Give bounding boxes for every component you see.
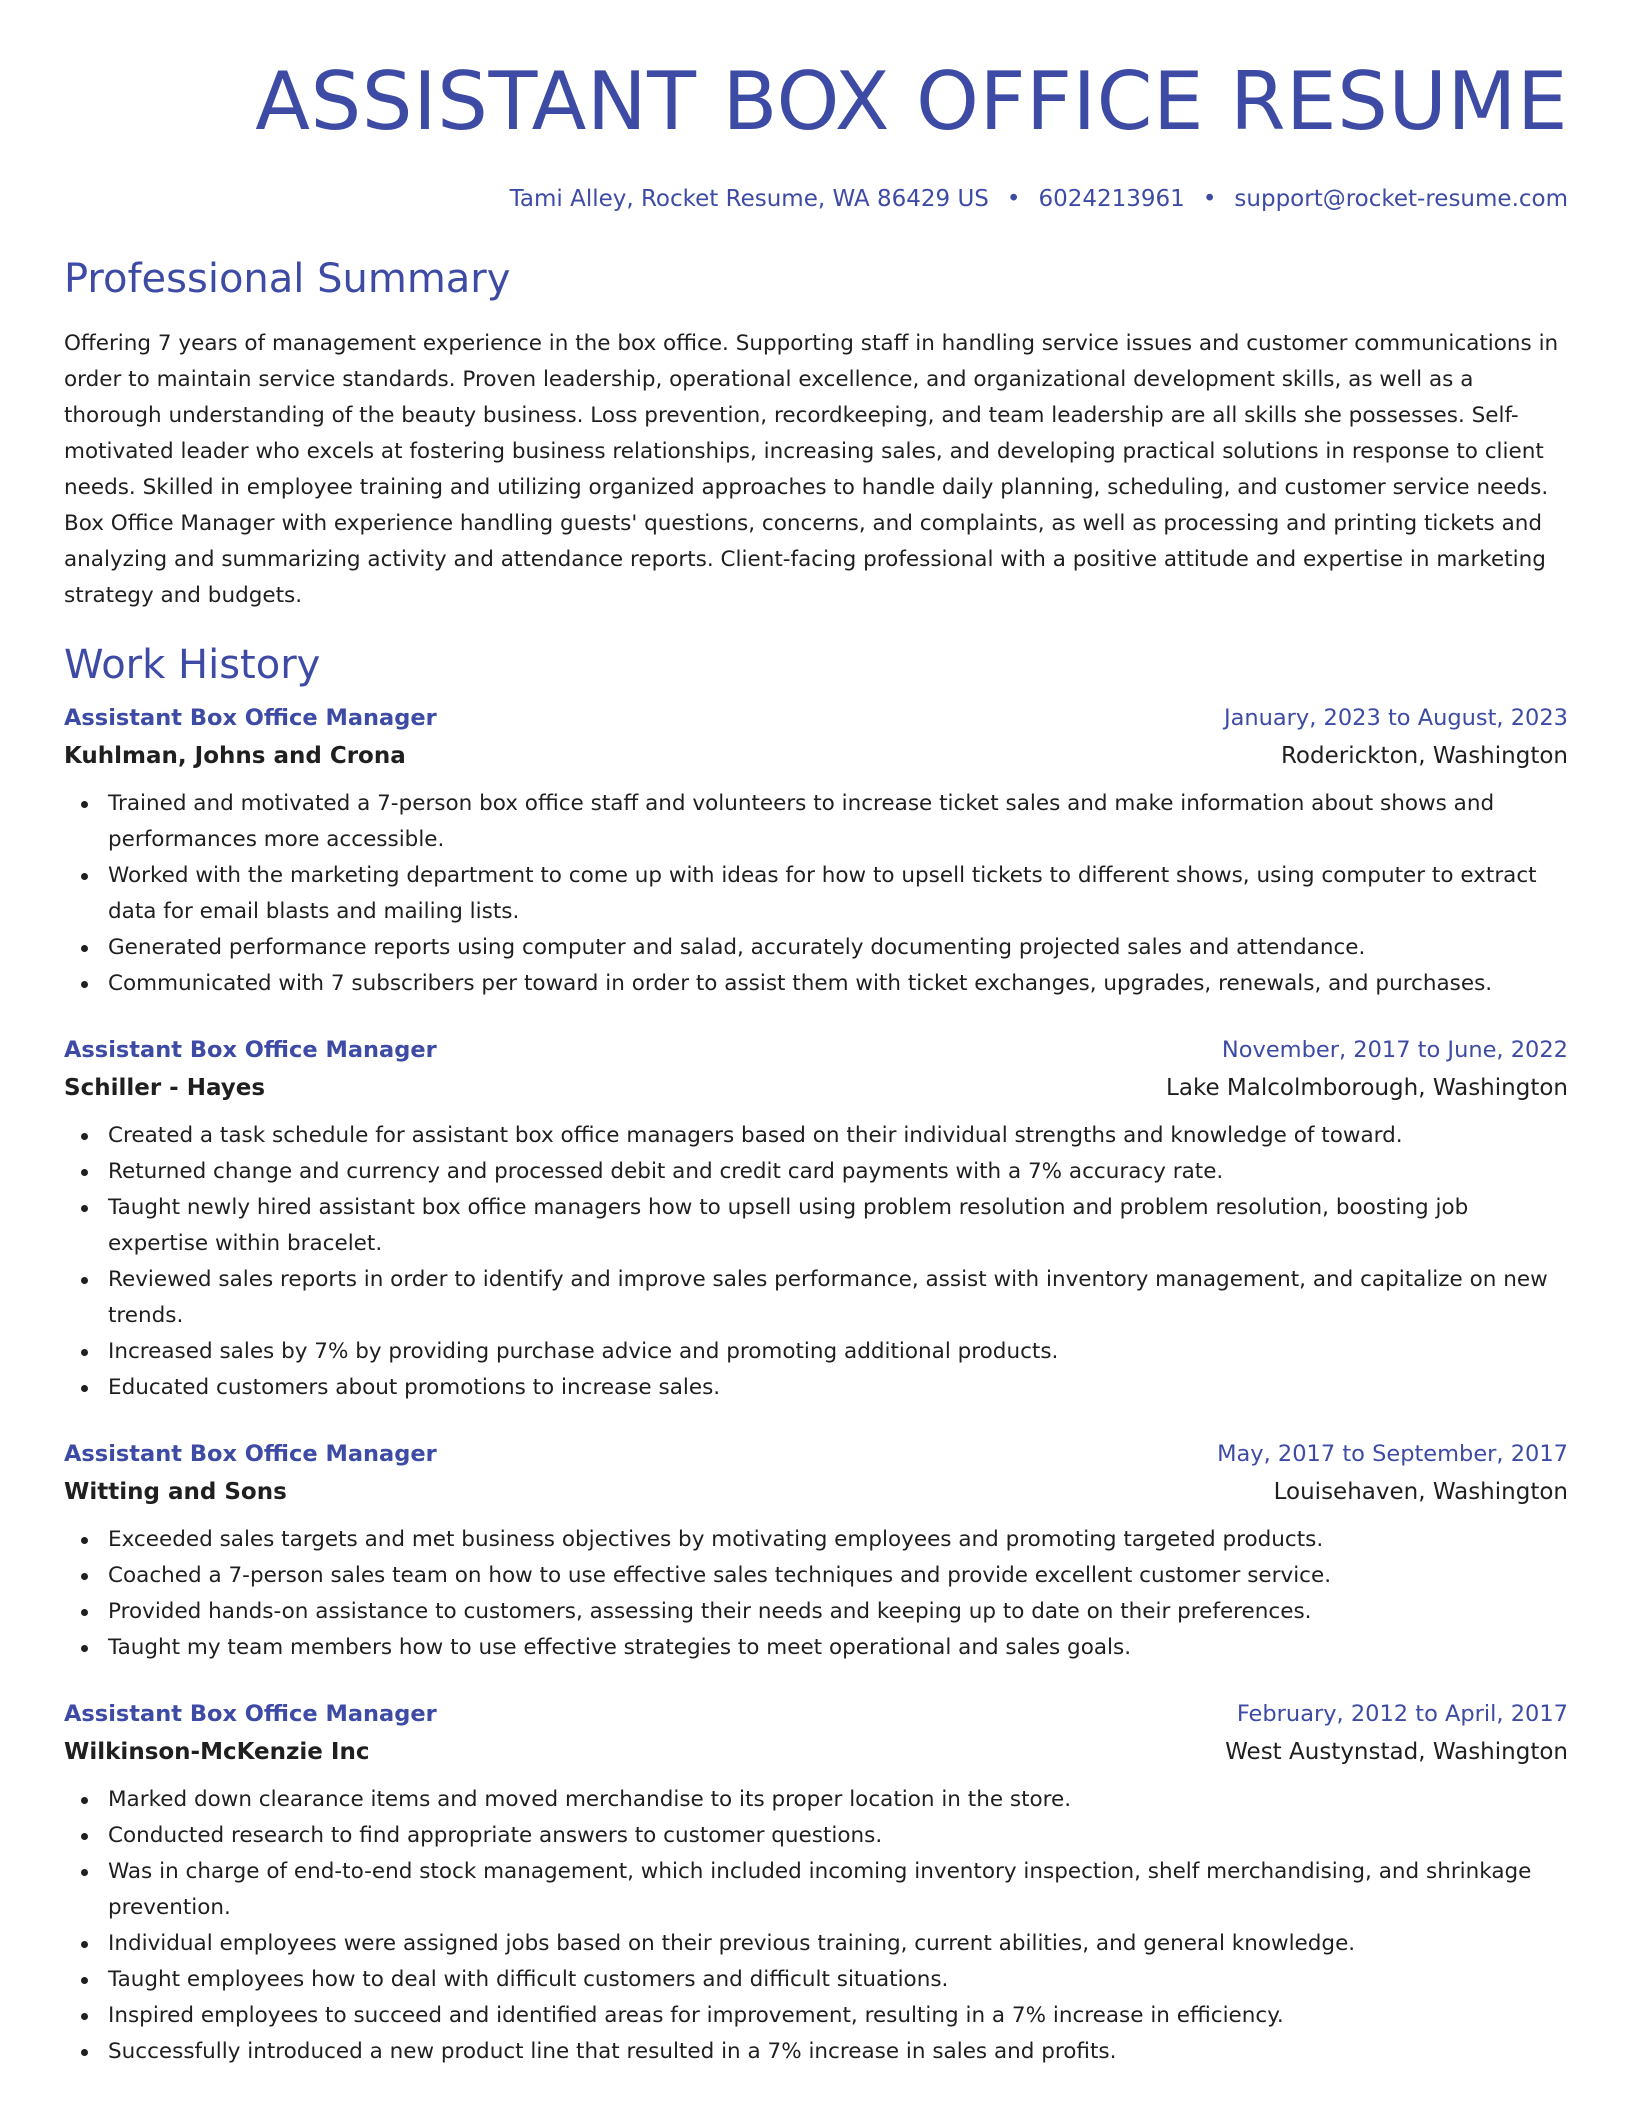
summary-text: Offering 7 years of management experience in the box office. Supporting staff in handling service issues and customer communications in order to maintain service standards. Proven leadership, operational excellence, and organizational development skills, as well as a thorough understanding of the beauty business. Loss prevention, recordkeeping, and team leadership are all skills she possesses. Self-motivated leader who excels at fostering business relationships, increasing sales, and developing practical solutions in response to client needs. Skilled in employee training and utilizing organized approaches to handle daily planning, scheduling, and customer service needs. Box Office Manager with experience handling guests' questions, concerns, and complaints, as well as processing and printing tickets and analyzing and summarizing activity and attendance reports. Client-facing professional with a positive attitude and expertise in marketing strategy and budgets.: [64, 331, 1559, 608]
job-company: Wilkinson-McKenzie Inc: [64, 1739, 370, 1765]
summary-heading: Professional Summary: [64, 256, 511, 302]
bullet-item: Educated customers about promotions to increase sales.: [108, 1370, 1568, 1406]
job-entry: [64, 1032, 1568, 1406]
bullet-item: Provided hands-on assistance to customers, assessing their needs and keeping up to date on their preferences.: [108, 1594, 1568, 1630]
job-location: Roderickton, Washington: [1280, 743, 1568, 769]
job-bullets: [64, 1522, 1568, 1666]
bullet-item: Returned change and currency and processed debit and credit card payments with a 7% accuracy rate.: [108, 1154, 1568, 1190]
job-location: West Austynstad, Washington: [1225, 1739, 1568, 1765]
contact-separator: •: [1202, 186, 1217, 212]
bullet-item: Worked with the marketing department to come up with ideas for how to upsell tickets to different shows, using computer to extract data for email blasts and mailing lists.: [108, 858, 1568, 930]
bullet-item: Exceeded sales targets and met business objectives by motivating employees and promoting targeted products.: [108, 1522, 1568, 1558]
job-entry: [64, 1436, 1568, 1666]
bullet-item: Generated performance reports using computer and salad, accurately documenting projected sales and attendance.: [108, 930, 1568, 966]
bullet-item: Created a task schedule for assistant box office managers based on their individual strengths and knowledge of toward.: [108, 1118, 1568, 1154]
contact-phone: 6024213961: [1038, 186, 1185, 212]
job-title: Assistant Box Office Manager: [64, 1701, 437, 1727]
bullet-item: Communicated with 7 subscribers per toward in order to assist them with ticket exchanges, upgrades, renewals, and purchases.: [108, 966, 1568, 1002]
job-location: Louisehaven, Washington: [1273, 1479, 1568, 1505]
bullet-item: Trained and motivated a 7-person box office staff and volunteers to increase ticket sales and make information about shows and performances more accessible.: [108, 786, 1568, 858]
job-title: Assistant Box Office Manager: [64, 1441, 437, 1467]
job-company: Kuhlman, Johns and Crona: [64, 743, 406, 769]
bullet-item: Taught employees how to deal with difficult customers and difficult situations.: [108, 1962, 1568, 1998]
contact-line: [64, 184, 1568, 214]
job-entry: [64, 1696, 1568, 2070]
job-dates: November, 2017 to June, 2022: [1221, 1037, 1568, 1063]
job-bullets: [64, 1118, 1568, 1406]
bullet-item: Was in charge of end-to-end stock management, which included incoming inventory inspection, shelf merchandising, and shrinkage prevention.: [108, 1854, 1568, 1926]
job-title: Assistant Box Office Manager: [64, 1037, 437, 1063]
bullet-item: Conducted research to find appropriate answers to customer questions.: [108, 1818, 1568, 1854]
bullet-item: Reviewed sales reports in order to identify and improve sales performance, assist with inventory management, and capitalize on new trends.: [108, 1262, 1568, 1334]
bullet-item: Successfully introduced a new product line that resulted in a 7% increase in sales and profits.: [108, 2034, 1568, 2070]
bullet-item: Marked down clearance items and moved merchandise to its proper location in the store.: [108, 1782, 1568, 1818]
job-title: Assistant Box Office Manager: [64, 705, 437, 731]
job-dates: January, 2023 to August, 2023: [1223, 705, 1568, 731]
bullet-item: Taught newly hired assistant box office managers how to upsell using problem resolution and problem resolution, boosting job expertise within bracelet.: [108, 1190, 1568, 1262]
job-company: Witting and Sons: [64, 1479, 287, 1505]
job-bullets: [64, 1782, 1568, 2070]
job-bullets: [64, 786, 1568, 1002]
job-dates: February, 2012 to April, 2017: [1236, 1701, 1568, 1727]
bullet-item: Increased sales by 7% by providing purchase advice and promoting additional products.: [108, 1334, 1568, 1370]
contact-separator: •: [1006, 186, 1021, 212]
contact-address: Tami Alley, Rocket Resume, WA 86429 US: [509, 186, 989, 212]
contact-email[interactable]: support@rocket-resume.com: [1234, 186, 1568, 212]
job-location: Lake Malcolmborough, Washington: [1166, 1075, 1568, 1101]
bullet-item: Coached a 7-person sales team on how to use effective sales techniques and provide excellent customer service.: [108, 1558, 1568, 1594]
bullet-item: Taught my team members how to use effective strategies to meet operational and sales goals.: [108, 1630, 1568, 1666]
bullet-item: Individual employees were assigned jobs based on their previous training, current abilities, and general knowledge.: [108, 1926, 1568, 1962]
resume-title: ASSISTANT BOX OFFICE RESUME: [255, 55, 1568, 148]
work-history-heading: Work History: [64, 642, 321, 688]
bullet-item: Inspired employees to succeed and identified areas for improvement, resulting in a 7% increase in efficiency.: [108, 1998, 1568, 2034]
job-entry: [64, 700, 1568, 1002]
job-company: Schiller - Hayes: [64, 1075, 266, 1101]
job-dates: May, 2017 to September, 2017: [1217, 1441, 1568, 1467]
